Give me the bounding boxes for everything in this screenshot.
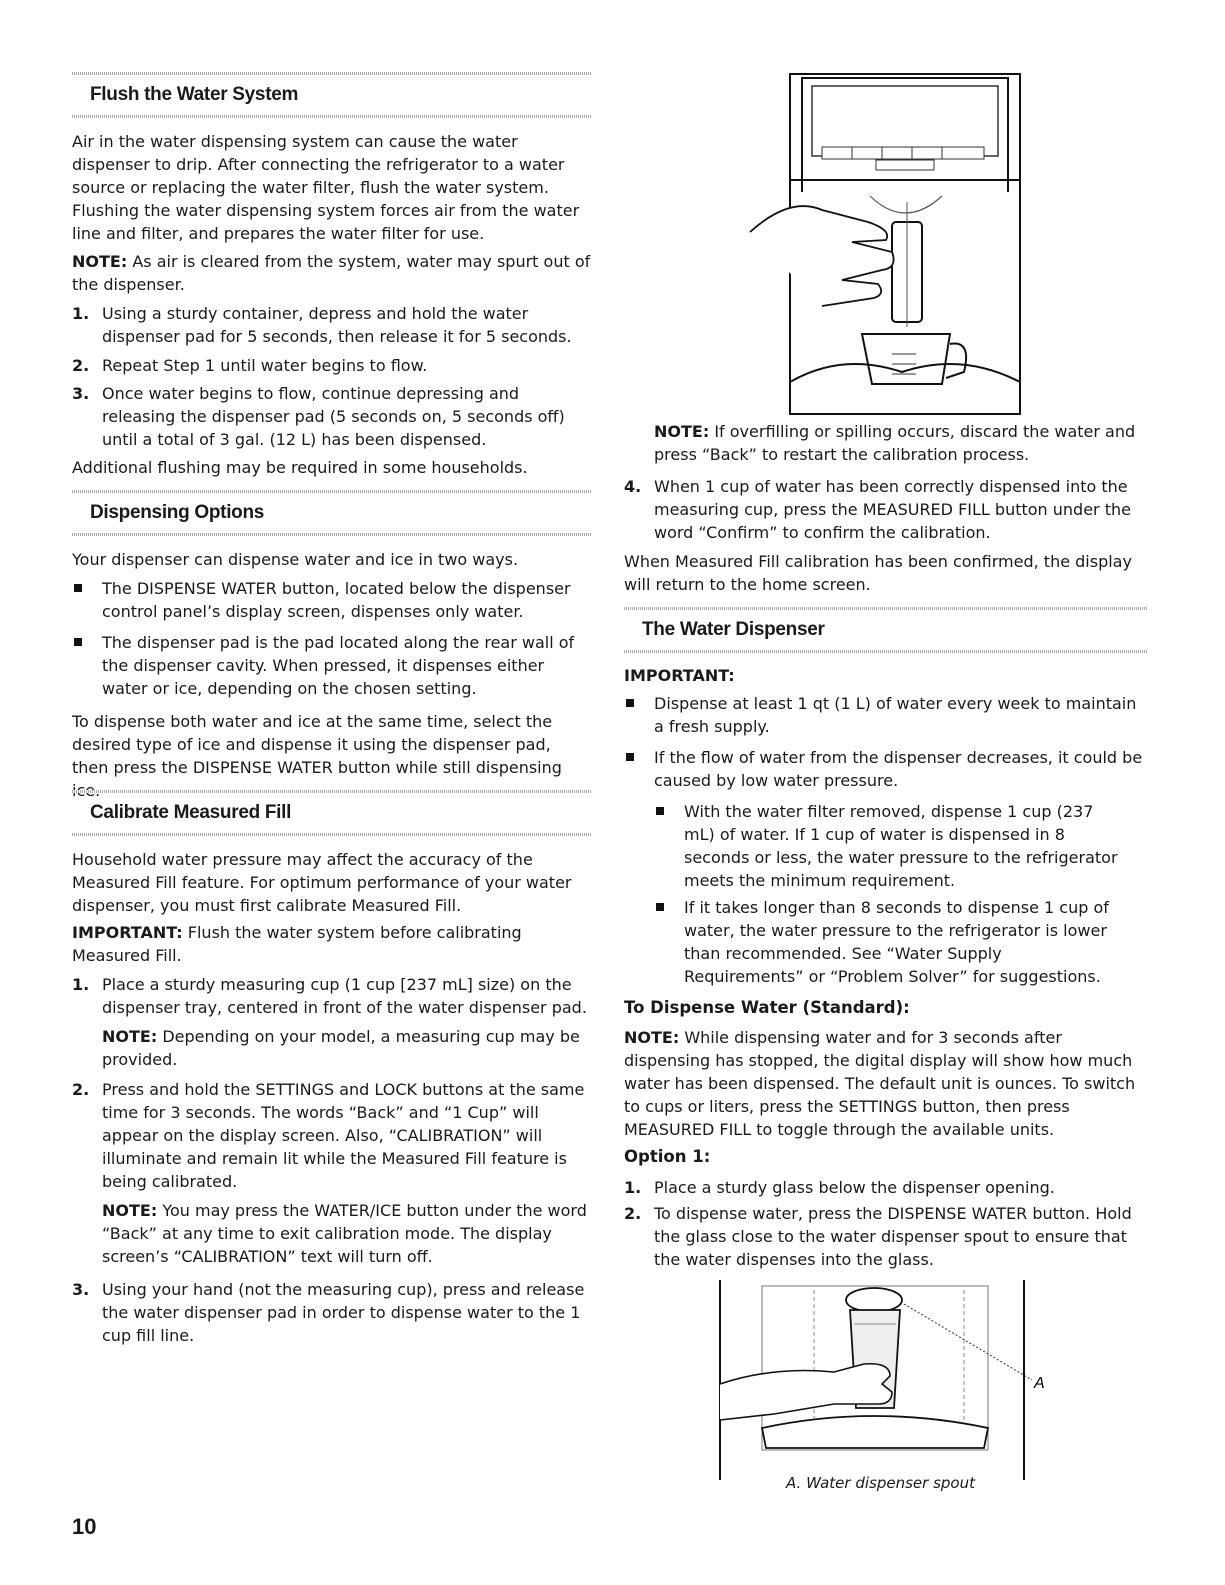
figure-label-a: A <box>1034 1375 1045 1392</box>
section-header-calibrate <box>72 790 592 836</box>
list-item: 1. Place a sturdy glass below the dispenser opening. <box>624 1178 1055 1197</box>
paragraph: To dispense both water and ice at the same time, select the desired type of ice and dispense it using the dispenser pad, then press the DISPENSE WATER button while still dispensing <box>72 712 562 777</box>
page-number: 10 <box>72 1514 97 1539</box>
note: NOTE: While dispensing water and for 3 seconds after dispensing has stopped, the digital display will show how much water has been dispensed. The default unit is ounces. To switch to cups or liters, press the SETTINGS button, then press MEASURED FILL to toggle through the available units. <box>624 1028 1136 1139</box>
section-title: Flush the Water System <box>90 84 299 105</box>
important-note: IMPORTANT: Flush the water system before calibrating Measured Fill. <box>72 923 522 965</box>
paragraph: Additional flushing may be required in some households. <box>72 458 528 477</box>
list-item: 3. Once water begins to flow, continue depressing and releasing the dispenser pad (5 seconds on, 5 seconds off) until a total of 3 gal. (12 L) has been dispensed. <box>72 384 565 449</box>
note: NOTE: As air is cleared from the system, water may spurt out of the dispenser. <box>72 252 591 294</box>
list-item: 3. Using your hand (not the measuring cup), press and release the water dispenser pad in order to dispense water to the 1 cup fill line. <box>72 1280 585 1345</box>
list-item: If the flow of water from the dispenser decreases, it could be caused by low water pressure. <box>624 746 1148 792</box>
list-item: 2. To dispense water, press the DISPENSE WATER button. Hold the glass close to the water dispenser spout to ensure that the water dispenses into the glass. <box>624 1204 1132 1269</box>
bullet-icon <box>74 584 82 592</box>
bullet-icon <box>656 903 664 911</box>
paragraph: Your dispenser can dispense water and ice in two ways. <box>72 550 519 569</box>
figure-caption: A. Water dispenser spout <box>786 1474 975 1492</box>
subheading: Option 1: <box>624 1147 711 1166</box>
sub-list-item: If it takes longer than 8 seconds to dispense 1 cup of water, the water pressure to the refrigerator is lower than recommended. See “Water Supply Requirements” or “Problem Solver” for suggestions. <box>654 896 1124 988</box>
dispenser-calibration-figure <box>782 72 1027 417</box>
list-item: Dispense at least 1 qt (1 L) of water every week to maintain a fresh supply. <box>624 692 1148 738</box>
subheading: To Dispense Water (Standard): <box>624 998 910 1017</box>
bullet-icon <box>626 699 634 707</box>
list-item: 1. Using a sturdy container, depress and hold the water dispenser pad for 5 seconds, then release it for 5 seconds. <box>72 304 572 346</box>
paragraph: When Measured Fill calibration has been confirmed, the display will return to the home screen. <box>624 552 1132 594</box>
section-header-water-dispenser <box>624 607 1148 653</box>
list-item: 1. Place a sturdy measuring cup (1 cup [237 mL] size) on the dispenser tray, centered in front of the water dispenser pad. NOTE: Depending on your model, a measuring cup may be provided. <box>72 975 587 1069</box>
section-title: The Water Dispenser <box>642 619 825 640</box>
list-item: 2. Press and hold the SETTINGS and LOCK buttons at the same time for 3 seconds. The words “Back” and “1 Cup” will appear on the display screen. Also, “CALIBRATION” will illuminate and remain lit while the Measured Fill feature is being calibrated. NOTE: You may press the WATER/ICE button under the word “Back” at any time to exit calibration mode. The display screen’s “CALIBRATION” text will turn off. <box>72 1080 587 1266</box>
bullet-icon <box>656 807 664 815</box>
list-item: 2. Repeat Step 1 until water begins to flow. <box>72 356 428 375</box>
bullet-icon <box>74 638 82 646</box>
paragraph: Household water pressure may affect the accuracy of the Measured Fill feature. For optimum performance of your water dispenser, you must first calibrate Measured Fill. <box>72 850 572 915</box>
note: NOTE: If overfilling or spilling occurs, discard the water and press “Back” to restart the calibration process. <box>654 422 1136 464</box>
important-label: IMPORTANT: <box>624 666 735 685</box>
bullet-icon <box>626 753 634 761</box>
list-item: The dispenser pad is the pad located along the rear wall of the dispenser cavity. When pressed, it dispenses either water or ice, depending on the chosen setting. <box>72 631 592 700</box>
section-title: Dispensing Options <box>90 502 265 523</box>
section-header-flush <box>72 72 592 118</box>
section-title: Calibrate Measured Fill <box>90 802 292 823</box>
section-header-dispensing <box>72 490 592 536</box>
sub-list-item: With the water filter removed, dispense 1 cup (237 mL) of water. If 1 cup of water is dispensed in 8 seconds or less, the water pressure to the refrigerator meets the minimum requirement. <box>654 800 1124 892</box>
list-item: 4. When 1 cup of water has been correctly dispensed into the measuring cup, press the MEASURED FILL button under the word “Confirm” to confirm the calibration. <box>624 477 1131 542</box>
list-item: The DISPENSE WATER button, located below the dispenser control panel’s display screen, dispenses only water. <box>72 577 592 623</box>
dispenser-glass-figure <box>714 1280 1044 1480</box>
paragraph: Air in the water dispensing system can cause the water dispenser to drip. After connecting the refrigerator to a water source or replacing the water filter, flush the water system. Flushing the water dispensing system forces air from the water line and filter, and prepares the water filter for use. <box>72 132 580 243</box>
